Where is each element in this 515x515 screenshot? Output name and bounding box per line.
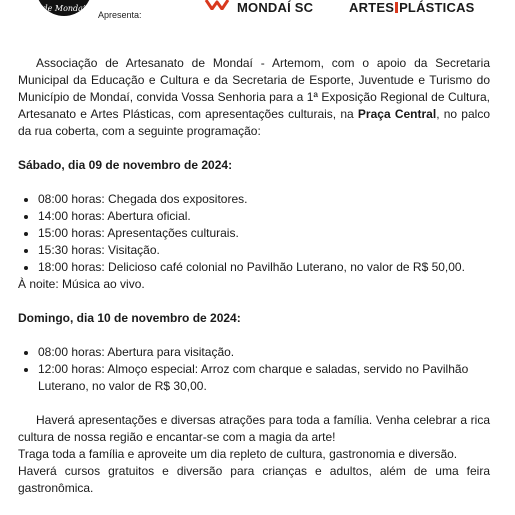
artes-word: ARTES bbox=[349, 0, 395, 15]
saturday-night-note: À noite: Música ao vivo. bbox=[18, 277, 145, 291]
schedule-item: • 14:00 horas: Abertura oficial. bbox=[38, 208, 490, 225]
sunday-heading: Domingo, dia 10 de novembro de 2024: bbox=[18, 311, 241, 325]
schedule-item: • 18:00 horas: Delicioso café colonial no Pavilhão Luterano, no valor de R$ 50,00. bbox=[38, 259, 490, 276]
mondai-logo-mark-icon bbox=[204, 0, 232, 10]
sunday-schedule bbox=[18, 344, 490, 395]
logo-script-text: de Mondai bbox=[42, 4, 86, 13]
spacer bbox=[18, 395, 490, 412]
intro-text: Associação de Artesanato de Mondaí - Artemom, com o apoio da Secretaria Municipal da Educação e Cultura e da Secretaria de Esporte, Juventude e Turismo do Município de Mondaí, convida Vossa Senhoria para a 1ª Exposição Regional de Cultura, Artesanato e Artes Plásticas, com apresentações culturais, na bbox=[18, 56, 490, 121]
schedule-item: • 12:00 horas: Almoço especial: Arroz com charque e saladas, servido no Pavilhão Luterano, no valor de R$ 30,00. bbox=[38, 361, 490, 395]
artes-separator bbox=[395, 2, 398, 13]
schedule-item: • 08:00 horas: Chegada dos expositores. bbox=[38, 191, 490, 208]
intro-paragraph bbox=[18, 55, 490, 140]
invitation-body bbox=[18, 55, 490, 497]
presenta-label: Apresenta: bbox=[98, 10, 142, 20]
intro-location: Praça Central bbox=[357, 107, 437, 121]
schedule-item: • 15:00 horas: Apresentações culturais. bbox=[38, 225, 490, 242]
plasticas-word: PLÁSTICAS bbox=[399, 0, 475, 15]
closing-paragraph-2: Traga toda a família e aproveite um dia repleto de cultura, gastronomia e diversão. bbox=[18, 447, 458, 461]
artemom-logo bbox=[36, 0, 92, 16]
closing-paragraph-1: Haverá apresentações e diversas atrações para toda a família. Venha celebrar a rica cultura de nossa região e encantar-se com a magia da arte! bbox=[18, 413, 490, 444]
schedule-item: • 15:30 horas: Visitação. bbox=[38, 242, 490, 259]
mondai-sc-logo: MONDAÍ SC bbox=[237, 0, 314, 15]
artes-plasticas-logo bbox=[349, 0, 475, 15]
schedule-item: • 08:00 horas: Abertura para visitação. bbox=[38, 344, 490, 361]
intro-tail: , no palco da rua coberta, com a seguinte programação: bbox=[18, 107, 490, 138]
letterhead bbox=[0, 0, 515, 24]
closing-paragraph-3: Haverá cursos gratuitos e diversão para crianças e adultos, além de uma feira gastronômica. bbox=[18, 464, 490, 495]
saturday-heading: Sábado, dia 09 de novembro de 2024: bbox=[18, 158, 233, 172]
saturday-schedule bbox=[18, 191, 490, 276]
